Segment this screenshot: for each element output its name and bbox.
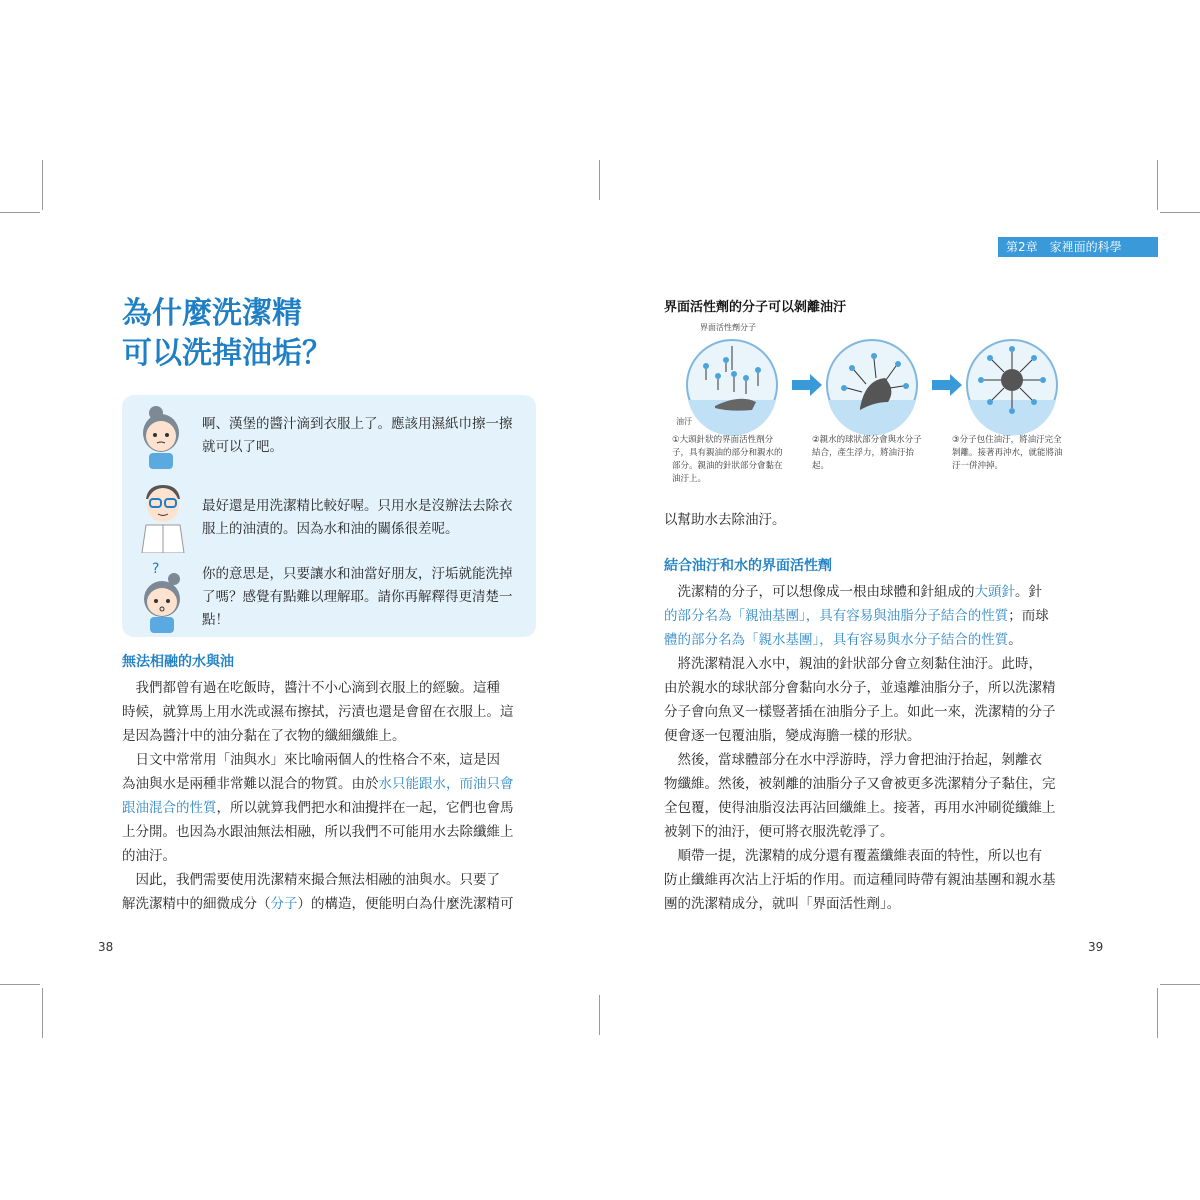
crop-mark [1160,984,1200,985]
crop-mark [599,160,600,200]
section-heading: 結合油汙和水的界面活性劑 [664,558,832,574]
crop-mark [42,160,43,210]
crop-mark [1157,988,1158,1038]
page-number: 38 [98,940,114,954]
man-avatar-icon [134,481,192,553]
question-mark-icon: ? [152,561,160,577]
crop-mark [0,212,40,213]
dialog-line: 啊、漢堡的醬汁滴到衣服上了。應該用濕紙巾擦一擦 就可以了吧。 [202,416,513,455]
dialog-line: 你的意思是，只要讓水和油當好朋友，汙垢就能洗掉 了嗎？感覺有點難以理解耶。請你再解釋得更清楚一 點！ [202,566,513,628]
crop-mark [0,984,40,985]
page-number: 39 [1088,940,1104,954]
arrow-icon [792,374,822,396]
figure-title: 界面活性劑的分子可以剝離油汙 [664,300,847,315]
crop-mark [1160,212,1200,213]
girl-question-avatar-icon [136,561,188,633]
section-heading: 無法相融的水與油 [122,654,234,670]
title-line-2: 可以洗掉油垢？ [122,336,332,371]
diagram-step-2 [827,340,917,436]
figure-caption: ③分子包住油汙，將油汙完全 剝離。接著再沖水，就能將油 汙一併沖掉。 [952,435,1063,471]
page-title [122,294,332,374]
paragraph: 我們都曾有過在吃飯時，醬汁不小心滴到衣服上的經驗。這種 時候，就算馬上用水洗或濕布擦拭，污漬也還是會留在衣服上。這 是因為醬汁中的油分黏在了衣物的纖細纖維上。 日文中常常用「油與水」來比喻兩個人的性格合不來，這是因 為油與水是兩種非常難以混合的物質。由於水只能跟水，而油只會 跟油混合的性質，所以就算我們把水和油攪拌在一起，它們也會馬 上分開。也因為水跟油無法相融，所以我們不可能用水去除纖維上 的油汙。 因此，我們需要使用洗潔精來撮合無法相融的油與水。只要了 解洗潔精中的細微成分（分子）的構造，便能明白為什麼洗潔精可 [122,680,514,912]
oil-label: 油汙 [676,417,692,426]
chapter-tab: 第2章 家裡面的科學 [998,237,1158,257]
surfactant-diagram [660,330,1080,440]
dialog-box [122,395,536,637]
diagram-step-3 [967,340,1057,436]
dialog-line: 最好還是用洗潔精比較好喔。只用水是沒辦法去除衣 服上的油漬的。因為水和油的關係很差呢。 [202,498,513,537]
title-line-1: 為什麼洗潔精 [122,296,302,331]
crop-mark [1157,160,1158,210]
crop-mark [599,995,600,1035]
arrow-icon [932,374,962,396]
girl-avatar-icon [136,405,186,469]
crop-mark [42,988,43,1038]
figure-caption: ①大頭針狀的界面活性劑分 子，具有親油的部分和親水的 部分。親油的針狀部分會黏在 油汙上。 [672,435,783,484]
paragraph: 洗潔精的分子，可以想像成一根由球體和針組成的大頭針。針 的部分名為「親油基團」，具有容易與油脂分子結合的性質；而球 體的部分名為「親水基團」，具有容易與水分子結合的性質。 將洗潔精混入水中，親油的針狀部分會立刻黏住油汙。此時， 由於親水的球狀部分會黏向水分子，並遠離油脂分子，所以洗潔精 分子會向魚叉一樣豎著插在油脂分子上。如此一來，洗潔精的分子 便會逐一包覆油脂，變成海膽一樣的形狀。 然後，當球體部分在水中浮游時，浮力會把油汙抬起，剝離衣 物纖維。然後，被剝離的油脂分子又會被更多洗潔精分子黏住，完 全包覆，使得油脂沒法再沾回纖維上。接著，再用水沖刷從纖維上 被剝下的油汙，便可將衣服洗乾淨了。 順帶一提，洗潔精的成分還有覆蓋纖維表面的特性，所以也有 防止纖維再次沾上汙垢的作用。而這種同時帶有親油基團和親水基 團的洗潔精成分，就叫「界面活性劑」。 [664,584,1056,912]
diagram-step-1 [687,340,777,436]
surfactant-label: 界面活性劑分子 [700,323,756,332]
figure-caption: ②親水的球狀部分會與水分子 結合，產生浮力，將油汙抬 起。 [812,435,922,471]
continued-text: 以幫助水去除油汙。 [664,512,786,528]
